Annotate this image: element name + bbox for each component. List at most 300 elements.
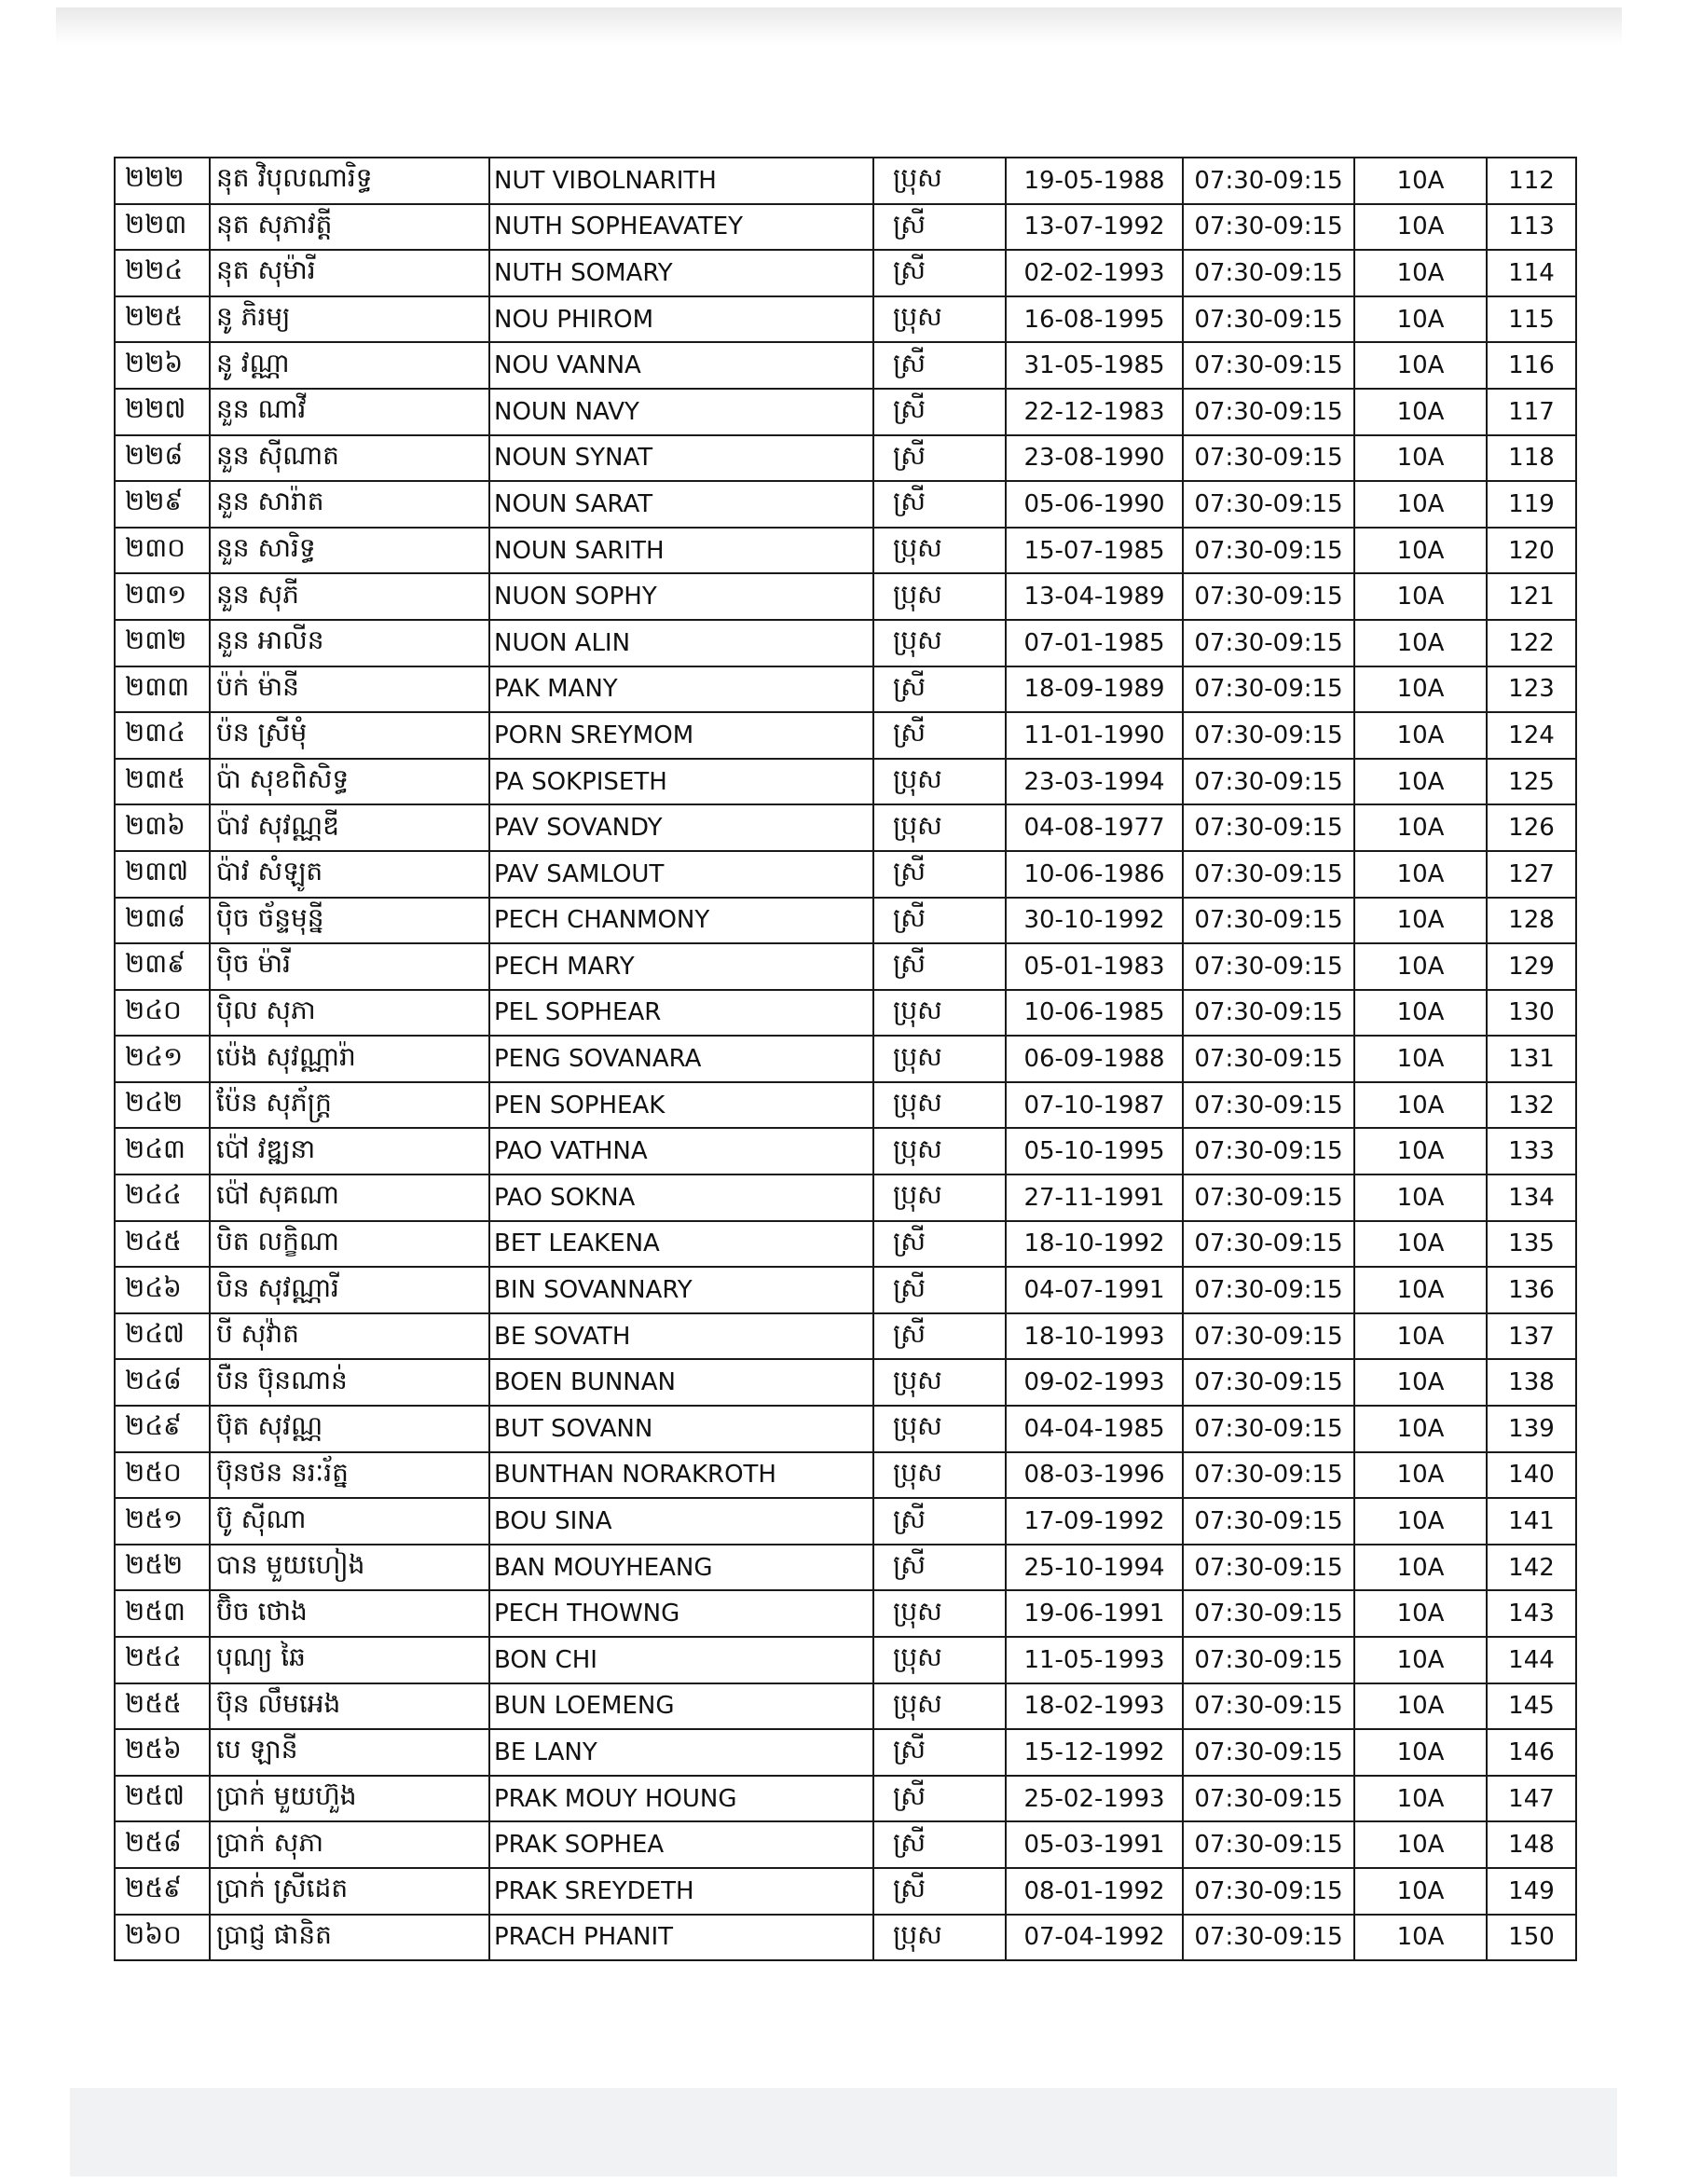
exam-time-cell: 07:30-09:15 bbox=[1183, 1452, 1354, 1499]
table-row bbox=[115, 1729, 1576, 1776]
seat-number-cell: 127 bbox=[1487, 851, 1576, 898]
table-row bbox=[115, 759, 1576, 805]
latin-name-cell: NUON ALIN bbox=[489, 620, 873, 666]
exam-room-cell: 10A bbox=[1354, 943, 1487, 990]
exam-room-cell: 10A bbox=[1354, 1776, 1487, 1822]
scan-shadow-top bbox=[56, 7, 1622, 45]
gender-cell: ប្រុស bbox=[873, 1683, 1006, 1730]
exam-time-cell: 07:30-09:15 bbox=[1183, 573, 1354, 620]
khmer-name-cell: ប៊ូ ស៊ីណា bbox=[210, 1498, 489, 1545]
table-row bbox=[115, 1359, 1576, 1406]
khmer-name-cell: ប៉ន ស្រីមុំ bbox=[210, 712, 489, 759]
gender-cell: ប្រុស bbox=[873, 1915, 1006, 1961]
row-number-cell: ២២៩ bbox=[115, 481, 210, 528]
seat-number-cell: 125 bbox=[1487, 759, 1576, 805]
exam-room-cell: 10A bbox=[1354, 1545, 1487, 1591]
seat-number-cell: 137 bbox=[1487, 1313, 1576, 1360]
khmer-name-cell: នូ ភិរម្យ bbox=[210, 296, 489, 343]
date-of-birth-cell: 04-08-1977 bbox=[1006, 804, 1183, 851]
date-of-birth-cell: 04-04-1985 bbox=[1006, 1406, 1183, 1452]
latin-name-cell: PORN SREYMOM bbox=[489, 712, 873, 759]
seat-number-cell: 117 bbox=[1487, 389, 1576, 435]
exam-room-cell: 10A bbox=[1354, 1729, 1487, 1776]
seat-number-cell: 132 bbox=[1487, 1082, 1576, 1129]
date-of-birth-cell: 04-07-1991 bbox=[1006, 1267, 1183, 1313]
table-row bbox=[115, 1545, 1576, 1591]
exam-time-cell: 07:30-09:15 bbox=[1183, 712, 1354, 759]
exam-time-cell: 07:30-09:15 bbox=[1183, 1868, 1354, 1915]
seat-number-cell: 150 bbox=[1487, 1915, 1576, 1961]
exam-room-cell: 10A bbox=[1354, 342, 1487, 389]
latin-name-cell: BUT SOVANN bbox=[489, 1406, 873, 1452]
latin-name-cell: PECH CHANMONY bbox=[489, 898, 873, 944]
row-number-cell: ២៣៩ bbox=[115, 943, 210, 990]
row-number-cell: ២៥១ bbox=[115, 1498, 210, 1545]
exam-room-cell: 10A bbox=[1354, 1267, 1487, 1313]
date-of-birth-cell: 05-10-1995 bbox=[1006, 1128, 1183, 1174]
table-row bbox=[115, 573, 1576, 620]
table-row bbox=[115, 528, 1576, 574]
latin-name-cell: PAO VATHNA bbox=[489, 1128, 873, 1174]
exam-time-cell: 07:30-09:15 bbox=[1183, 943, 1354, 990]
exam-time-cell: 07:30-09:15 bbox=[1183, 1359, 1354, 1406]
exam-room-cell: 10A bbox=[1354, 620, 1487, 666]
exam-time-cell: 07:30-09:15 bbox=[1183, 435, 1354, 482]
table-row bbox=[115, 481, 1576, 528]
exam-room-cell: 10A bbox=[1354, 1036, 1487, 1082]
khmer-name-cell: បុណ្យ ឆៃ bbox=[210, 1637, 489, 1683]
date-of-birth-cell: 05-06-1990 bbox=[1006, 481, 1183, 528]
khmer-name-cell: ប៉ៅ សុគណា bbox=[210, 1174, 489, 1221]
candidate-table bbox=[114, 157, 1577, 1961]
exam-time-cell: 07:30-09:15 bbox=[1183, 1545, 1354, 1591]
row-number-cell: ២៥០ bbox=[115, 1452, 210, 1499]
khmer-name-cell: ប្រាក់ ស្រីដេត bbox=[210, 1868, 489, 1915]
khmer-name-cell: នួន អាលីន bbox=[210, 620, 489, 666]
row-number-cell: ២៤១ bbox=[115, 1036, 210, 1082]
row-number-cell: ២៤៣ bbox=[115, 1128, 210, 1174]
date-of-birth-cell: 17-09-1992 bbox=[1006, 1498, 1183, 1545]
exam-room-cell: 10A bbox=[1354, 1174, 1487, 1221]
khmer-name-cell: នូ វណ្ណា bbox=[210, 342, 489, 389]
date-of-birth-cell: 23-03-1994 bbox=[1006, 759, 1183, 805]
table-row bbox=[115, 1267, 1576, 1313]
khmer-name-cell: នុត វិបុលណារិទ្ធ bbox=[210, 158, 489, 204]
exam-room-cell: 10A bbox=[1354, 851, 1487, 898]
seat-number-cell: 129 bbox=[1487, 943, 1576, 990]
seat-number-cell: 145 bbox=[1487, 1683, 1576, 1730]
date-of-birth-cell: 10-06-1985 bbox=[1006, 990, 1183, 1037]
exam-time-cell: 07:30-09:15 bbox=[1183, 1776, 1354, 1822]
latin-name-cell: PECH THOWNG bbox=[489, 1590, 873, 1637]
date-of-birth-cell: 13-07-1992 bbox=[1006, 204, 1183, 251]
exam-time-cell: 07:30-09:15 bbox=[1183, 1128, 1354, 1174]
seat-number-cell: 126 bbox=[1487, 804, 1576, 851]
table-row bbox=[115, 620, 1576, 666]
khmer-name-cell: ប៉ិល សុភា bbox=[210, 990, 489, 1037]
table-row bbox=[115, 342, 1576, 389]
gender-cell: ប្រុស bbox=[873, 1036, 1006, 1082]
date-of-birth-cell: 07-10-1987 bbox=[1006, 1082, 1183, 1129]
exam-room-cell: 10A bbox=[1354, 204, 1487, 251]
latin-name-cell: PRAK SREYDETH bbox=[489, 1868, 873, 1915]
exam-room-cell: 10A bbox=[1354, 1406, 1487, 1452]
khmer-name-cell: ប៉ែន សុភ័ក្ត្រ bbox=[210, 1082, 489, 1129]
seat-number-cell: 118 bbox=[1487, 435, 1576, 482]
exam-room-cell: 10A bbox=[1354, 1637, 1487, 1683]
latin-name-cell: NOUN NAVY bbox=[489, 389, 873, 435]
table-row bbox=[115, 804, 1576, 851]
latin-name-cell: BOU SINA bbox=[489, 1498, 873, 1545]
table-row bbox=[115, 1637, 1576, 1683]
table-row bbox=[115, 1868, 1576, 1915]
gender-cell: ស្រី bbox=[873, 898, 1006, 944]
row-number-cell: ២៣០ bbox=[115, 528, 210, 574]
scan-shadow-bottom bbox=[70, 2088, 1617, 2177]
date-of-birth-cell: 18-02-1993 bbox=[1006, 1683, 1183, 1730]
exam-time-cell: 07:30-09:15 bbox=[1183, 481, 1354, 528]
table-row bbox=[115, 943, 1576, 990]
date-of-birth-cell: 23-08-1990 bbox=[1006, 435, 1183, 482]
date-of-birth-cell: 11-05-1993 bbox=[1006, 1637, 1183, 1683]
exam-time-cell: 07:30-09:15 bbox=[1183, 898, 1354, 944]
latin-name-cell: PAK MANY bbox=[489, 666, 873, 713]
exam-time-cell: 07:30-09:15 bbox=[1183, 1036, 1354, 1082]
exam-room-cell: 10A bbox=[1354, 990, 1487, 1037]
exam-room-cell: 10A bbox=[1354, 1082, 1487, 1129]
date-of-birth-cell: 10-06-1986 bbox=[1006, 851, 1183, 898]
seat-number-cell: 114 bbox=[1487, 250, 1576, 296]
table-row bbox=[115, 1036, 1576, 1082]
khmer-name-cell: នុត សុភាវត្តី bbox=[210, 204, 489, 251]
exam-time-cell: 07:30-09:15 bbox=[1183, 158, 1354, 204]
row-number-cell: ២២៧ bbox=[115, 389, 210, 435]
exam-time-cell: 07:30-09:15 bbox=[1183, 1174, 1354, 1221]
date-of-birth-cell: 31-05-1985 bbox=[1006, 342, 1183, 389]
table-row bbox=[115, 1776, 1576, 1822]
khmer-name-cell: នុត សុម៉ារី bbox=[210, 250, 489, 296]
seat-number-cell: 144 bbox=[1487, 1637, 1576, 1683]
table-row bbox=[115, 1406, 1576, 1452]
khmer-name-cell: ប៉ិច ម៉ារី bbox=[210, 943, 489, 990]
table-row bbox=[115, 1221, 1576, 1268]
gender-cell: ស្រី bbox=[873, 204, 1006, 251]
seat-number-cell: 149 bbox=[1487, 1868, 1576, 1915]
latin-name-cell: BE LANY bbox=[489, 1729, 873, 1776]
exam-room-cell: 10A bbox=[1354, 1221, 1487, 1268]
exam-time-cell: 07:30-09:15 bbox=[1183, 296, 1354, 343]
exam-room-cell: 10A bbox=[1354, 759, 1487, 805]
date-of-birth-cell: 02-02-1993 bbox=[1006, 250, 1183, 296]
seat-number-cell: 147 bbox=[1487, 1776, 1576, 1822]
gender-cell: ស្រី bbox=[873, 1498, 1006, 1545]
gender-cell: ប្រុស bbox=[873, 804, 1006, 851]
gender-cell: ប្រុស bbox=[873, 573, 1006, 620]
khmer-name-cell: ប៊ុនថន នរៈរ័ត្ន bbox=[210, 1452, 489, 1499]
exam-room-cell: 10A bbox=[1354, 481, 1487, 528]
date-of-birth-cell: 08-03-1996 bbox=[1006, 1452, 1183, 1499]
gender-cell: ប្រុស bbox=[873, 1082, 1006, 1129]
khmer-name-cell: បាន មួយហៀង bbox=[210, 1545, 489, 1591]
exam-time-cell: 07:30-09:15 bbox=[1183, 1313, 1354, 1360]
gender-cell: ប្រុស bbox=[873, 528, 1006, 574]
exam-time-cell: 07:30-09:15 bbox=[1183, 389, 1354, 435]
exam-time-cell: 07:30-09:15 bbox=[1183, 804, 1354, 851]
khmer-name-cell: នួន ណាវី bbox=[210, 389, 489, 435]
exam-room-cell: 10A bbox=[1354, 573, 1487, 620]
khmer-name-cell: ប៉ៅ វឌ្ឍនា bbox=[210, 1128, 489, 1174]
seat-number-cell: 142 bbox=[1487, 1545, 1576, 1591]
exam-room-cell: 10A bbox=[1354, 250, 1487, 296]
latin-name-cell: PRACH PHANIT bbox=[489, 1915, 873, 1961]
gender-cell: ស្រី bbox=[873, 1821, 1006, 1868]
latin-name-cell: NUT VIBOLNARITH bbox=[489, 158, 873, 204]
row-number-cell: ២៥២ bbox=[115, 1545, 210, 1591]
latin-name-cell: PENG SOVANARA bbox=[489, 1036, 873, 1082]
exam-time-cell: 07:30-09:15 bbox=[1183, 1637, 1354, 1683]
latin-name-cell: NOU PHIROM bbox=[489, 296, 873, 343]
exam-room-cell: 10A bbox=[1354, 1590, 1487, 1637]
latin-name-cell: PRAK SOPHEA bbox=[489, 1821, 873, 1868]
seat-number-cell: 112 bbox=[1487, 158, 1576, 204]
date-of-birth-cell: 08-01-1992 bbox=[1006, 1868, 1183, 1915]
date-of-birth-cell: 07-04-1992 bbox=[1006, 1915, 1183, 1961]
latin-name-cell: BUNTHAN NORAKROTH bbox=[489, 1452, 873, 1499]
exam-room-cell: 10A bbox=[1354, 1359, 1487, 1406]
exam-time-cell: 07:30-09:15 bbox=[1183, 342, 1354, 389]
row-number-cell: ២៥៧ bbox=[115, 1776, 210, 1822]
row-number-cell: ២៤៨ bbox=[115, 1359, 210, 1406]
row-number-cell: ២២៨ bbox=[115, 435, 210, 482]
exam-room-cell: 10A bbox=[1354, 296, 1487, 343]
khmer-name-cell: ប៊ិច ថោង bbox=[210, 1590, 489, 1637]
latin-name-cell: BET LEAKENA bbox=[489, 1221, 873, 1268]
seat-number-cell: 123 bbox=[1487, 666, 1576, 713]
table-row bbox=[115, 1174, 1576, 1221]
exam-room-cell: 10A bbox=[1354, 435, 1487, 482]
row-number-cell: ២៤២ bbox=[115, 1082, 210, 1129]
date-of-birth-cell: 18-09-1989 bbox=[1006, 666, 1183, 713]
gender-cell: ស្រី bbox=[873, 712, 1006, 759]
exam-time-cell: 07:30-09:15 bbox=[1183, 990, 1354, 1037]
gender-cell: ស្រី bbox=[873, 851, 1006, 898]
table-row bbox=[115, 898, 1576, 944]
khmer-name-cell: ប៉ា សុខពិសិទ្ធ bbox=[210, 759, 489, 805]
exam-room-cell: 10A bbox=[1354, 804, 1487, 851]
seat-number-cell: 122 bbox=[1487, 620, 1576, 666]
table-row bbox=[115, 1683, 1576, 1730]
latin-name-cell: BUN LOEMENG bbox=[489, 1683, 873, 1730]
exam-room-cell: 10A bbox=[1354, 1915, 1487, 1961]
gender-cell: ស្រី bbox=[873, 435, 1006, 482]
table-row bbox=[115, 158, 1576, 204]
table-row bbox=[115, 851, 1576, 898]
exam-time-cell: 07:30-09:15 bbox=[1183, 1590, 1354, 1637]
row-number-cell: ២៥៥ bbox=[115, 1683, 210, 1730]
khmer-name-cell: បី សុវ៉ាត bbox=[210, 1313, 489, 1360]
seat-number-cell: 139 bbox=[1487, 1406, 1576, 1452]
gender-cell: ស្រី bbox=[873, 481, 1006, 528]
latin-name-cell: NOU VANNA bbox=[489, 342, 873, 389]
exam-room-cell: 10A bbox=[1354, 1683, 1487, 1730]
exam-time-cell: 07:30-09:15 bbox=[1183, 204, 1354, 251]
row-number-cell: ២៦០ bbox=[115, 1915, 210, 1961]
table-row bbox=[115, 296, 1576, 343]
table-row bbox=[115, 1498, 1576, 1545]
khmer-name-cell: នួន សុភី bbox=[210, 573, 489, 620]
seat-number-cell: 124 bbox=[1487, 712, 1576, 759]
khmer-name-cell: បេ ឡានី bbox=[210, 1729, 489, 1776]
row-number-cell: ២៥៨ bbox=[115, 1821, 210, 1868]
date-of-birth-cell: 06-09-1988 bbox=[1006, 1036, 1183, 1082]
latin-name-cell: BON CHI bbox=[489, 1637, 873, 1683]
gender-cell: ប្រុស bbox=[873, 1359, 1006, 1406]
date-of-birth-cell: 09-02-1993 bbox=[1006, 1359, 1183, 1406]
row-number-cell: ២២៥ bbox=[115, 296, 210, 343]
khmer-name-cell: ប៉ាវ សុវណ្ណឌី bbox=[210, 804, 489, 851]
row-number-cell: ២២៣ bbox=[115, 204, 210, 251]
latin-name-cell: NOUN SYNAT bbox=[489, 435, 873, 482]
date-of-birth-cell: 25-10-1994 bbox=[1006, 1545, 1183, 1591]
exam-room-cell: 10A bbox=[1354, 712, 1487, 759]
exam-time-cell: 07:30-09:15 bbox=[1183, 1821, 1354, 1868]
latin-name-cell: PECH MARY bbox=[489, 943, 873, 990]
table-row bbox=[115, 990, 1576, 1037]
gender-cell: ស្រី bbox=[873, 1776, 1006, 1822]
gender-cell: ប្រុស bbox=[873, 759, 1006, 805]
seat-number-cell: 135 bbox=[1487, 1221, 1576, 1268]
exam-time-cell: 07:30-09:15 bbox=[1183, 1498, 1354, 1545]
gender-cell: ស្រី bbox=[873, 1545, 1006, 1591]
row-number-cell: ២៣៦ bbox=[115, 804, 210, 851]
seat-number-cell: 133 bbox=[1487, 1128, 1576, 1174]
exam-time-cell: 07:30-09:15 bbox=[1183, 528, 1354, 574]
date-of-birth-cell: 05-01-1983 bbox=[1006, 943, 1183, 990]
row-number-cell: ២៤៦ bbox=[115, 1267, 210, 1313]
khmer-name-cell: ប្រាក់ សុភា bbox=[210, 1821, 489, 1868]
latin-name-cell: PEN SOPHEAK bbox=[489, 1082, 873, 1129]
seat-number-cell: 143 bbox=[1487, 1590, 1576, 1637]
latin-name-cell: BAN MOUYHEANG bbox=[489, 1545, 873, 1591]
row-number-cell: ២៥៦ bbox=[115, 1729, 210, 1776]
gender-cell: ប្រុស bbox=[873, 1406, 1006, 1452]
seat-number-cell: 134 bbox=[1487, 1174, 1576, 1221]
latin-name-cell: PAV SOVANDY bbox=[489, 804, 873, 851]
row-number-cell: ២៣៥ bbox=[115, 759, 210, 805]
row-number-cell: ២៥៤ bbox=[115, 1637, 210, 1683]
latin-name-cell: NUON SOPHY bbox=[489, 573, 873, 620]
date-of-birth-cell: 05-03-1991 bbox=[1006, 1821, 1183, 1868]
exam-time-cell: 07:30-09:15 bbox=[1183, 620, 1354, 666]
date-of-birth-cell: 07-01-1985 bbox=[1006, 620, 1183, 666]
table-row bbox=[115, 435, 1576, 482]
row-number-cell: ២៣៣ bbox=[115, 666, 210, 713]
gender-cell: ប្រុស bbox=[873, 1452, 1006, 1499]
gender-cell: ស្រី bbox=[873, 666, 1006, 713]
date-of-birth-cell: 18-10-1992 bbox=[1006, 1221, 1183, 1268]
gender-cell: ប្រុស bbox=[873, 1128, 1006, 1174]
khmer-name-cell: បិន សុវណ្ណារី bbox=[210, 1267, 489, 1313]
latin-name-cell: NUTH SOPHEAVATEY bbox=[489, 204, 873, 251]
date-of-birth-cell: 15-07-1985 bbox=[1006, 528, 1183, 574]
gender-cell: ប្រុស bbox=[873, 1590, 1006, 1637]
khmer-name-cell: ប៉េង សុវណ្ណារ៉ា bbox=[210, 1036, 489, 1082]
table-row bbox=[115, 1915, 1576, 1961]
date-of-birth-cell: 22-12-1983 bbox=[1006, 389, 1183, 435]
latin-name-cell: NOUN SARITH bbox=[489, 528, 873, 574]
row-number-cell: ២៣៨ bbox=[115, 898, 210, 944]
khmer-name-cell: ប៊ុន លឹមអេង bbox=[210, 1683, 489, 1730]
latin-name-cell: PA SOKPISETH bbox=[489, 759, 873, 805]
exam-time-cell: 07:30-09:15 bbox=[1183, 1683, 1354, 1730]
date-of-birth-cell: 19-06-1991 bbox=[1006, 1590, 1183, 1637]
exam-room-cell: 10A bbox=[1354, 666, 1487, 713]
gender-cell: ស្រី bbox=[873, 1313, 1006, 1360]
row-number-cell: ២៤៤ bbox=[115, 1174, 210, 1221]
row-number-cell: ២៤០ bbox=[115, 990, 210, 1037]
exam-time-cell: 07:30-09:15 bbox=[1183, 851, 1354, 898]
row-number-cell: ២៣៧ bbox=[115, 851, 210, 898]
row-number-cell: ២៣២ bbox=[115, 620, 210, 666]
khmer-name-cell: ប៊ុត សុវណ្ណ bbox=[210, 1406, 489, 1452]
row-number-cell: ២២៦ bbox=[115, 342, 210, 389]
table-row bbox=[115, 1128, 1576, 1174]
gender-cell: ស្រី bbox=[873, 342, 1006, 389]
khmer-name-cell: នួន សារិទ្ធ bbox=[210, 528, 489, 574]
seat-number-cell: 121 bbox=[1487, 573, 1576, 620]
table-row bbox=[115, 712, 1576, 759]
latin-name-cell: BOEN BUNNAN bbox=[489, 1359, 873, 1406]
seat-number-cell: 120 bbox=[1487, 528, 1576, 574]
date-of-birth-cell: 11-01-1990 bbox=[1006, 712, 1183, 759]
khmer-name-cell: ប៉ាវ សំឡូត bbox=[210, 851, 489, 898]
exam-time-cell: 07:30-09:15 bbox=[1183, 1082, 1354, 1129]
latin-name-cell: BIN SOVANNARY bbox=[489, 1267, 873, 1313]
exam-room-cell: 10A bbox=[1354, 1313, 1487, 1360]
table-row bbox=[115, 250, 1576, 296]
exam-time-cell: 07:30-09:15 bbox=[1183, 1915, 1354, 1961]
gender-cell: ស្រី bbox=[873, 250, 1006, 296]
row-number-cell: ២៤៥ bbox=[115, 1221, 210, 1268]
gender-cell: ស្រី bbox=[873, 1267, 1006, 1313]
gender-cell: ប្រុស bbox=[873, 990, 1006, 1037]
exam-room-cell: 10A bbox=[1354, 1498, 1487, 1545]
seat-number-cell: 130 bbox=[1487, 990, 1576, 1037]
exam-room-cell: 10A bbox=[1354, 1128, 1487, 1174]
date-of-birth-cell: 30-10-1992 bbox=[1006, 898, 1183, 944]
row-number-cell: ២៤៧ bbox=[115, 1313, 210, 1360]
date-of-birth-cell: 16-08-1995 bbox=[1006, 296, 1183, 343]
table-row bbox=[115, 1313, 1576, 1360]
table-row bbox=[115, 389, 1576, 435]
seat-number-cell: 148 bbox=[1487, 1821, 1576, 1868]
exam-time-cell: 07:30-09:15 bbox=[1183, 250, 1354, 296]
exam-time-cell: 07:30-09:15 bbox=[1183, 1406, 1354, 1452]
exam-room-cell: 10A bbox=[1354, 1821, 1487, 1868]
exam-room-cell: 10A bbox=[1354, 389, 1487, 435]
exam-room-cell: 10A bbox=[1354, 528, 1487, 574]
table-row bbox=[115, 204, 1576, 251]
seat-number-cell: 131 bbox=[1487, 1036, 1576, 1082]
seat-number-cell: 119 bbox=[1487, 481, 1576, 528]
gender-cell: ស្រី bbox=[873, 1729, 1006, 1776]
date-of-birth-cell: 25-02-1993 bbox=[1006, 1776, 1183, 1822]
latin-name-cell: PRAK MOUY HOUNG bbox=[489, 1776, 873, 1822]
row-number-cell: ២៥៩ bbox=[115, 1868, 210, 1915]
latin-name-cell: PAV SAMLOUT bbox=[489, 851, 873, 898]
khmer-name-cell: បឺន ប៊ុនណាន់ bbox=[210, 1359, 489, 1406]
exam-room-cell: 10A bbox=[1354, 898, 1487, 944]
